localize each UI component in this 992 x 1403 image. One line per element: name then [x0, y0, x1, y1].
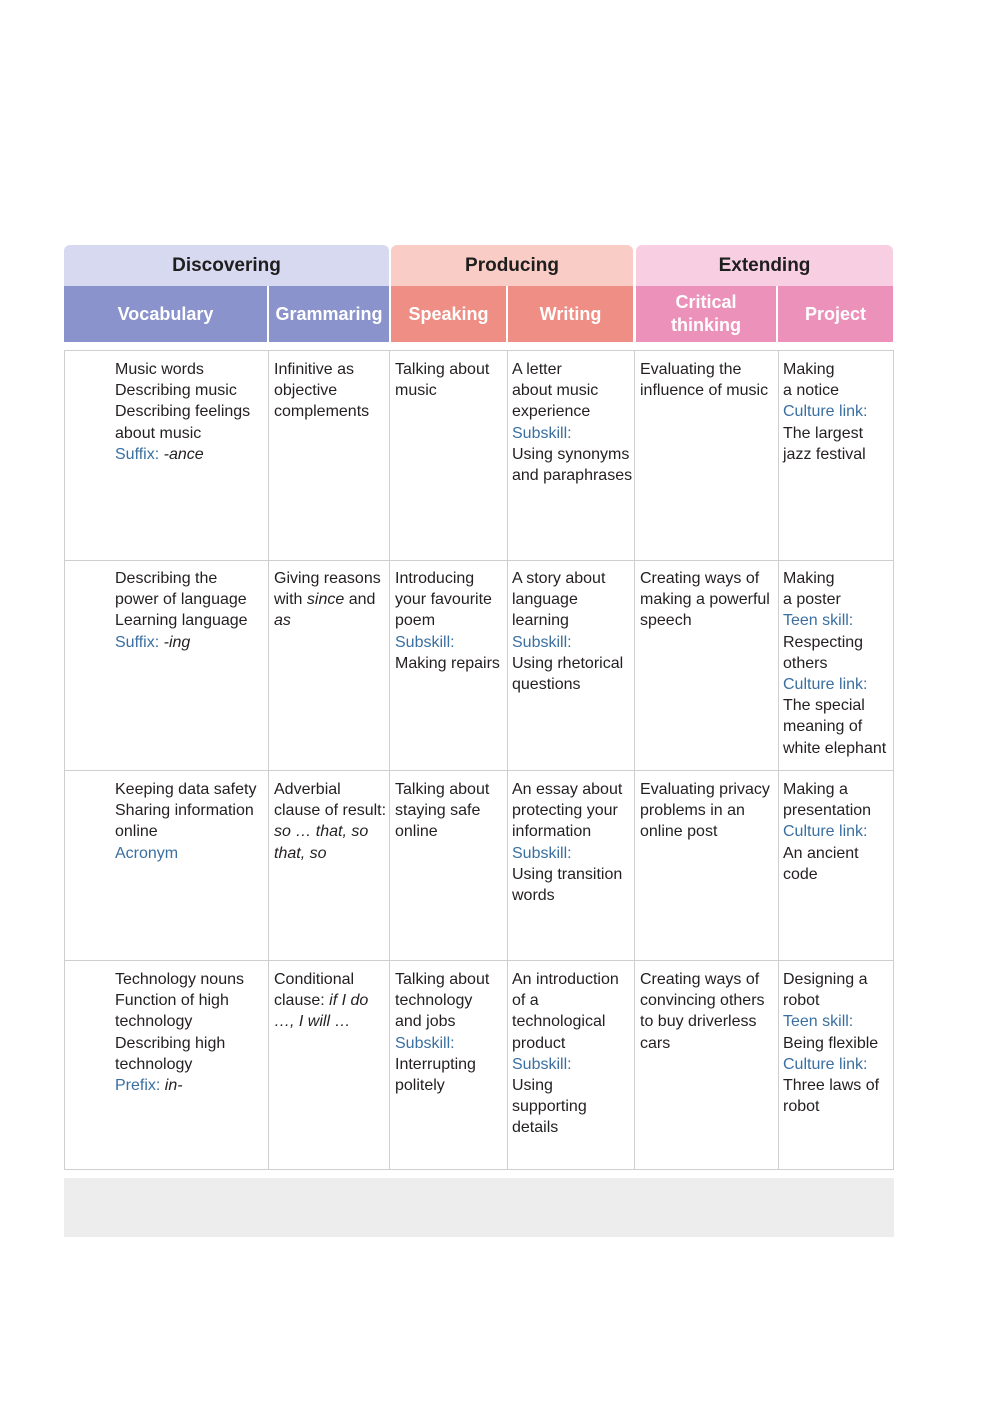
text-line: music: [395, 382, 437, 400]
text-line: Interrupting: [395, 1055, 476, 1073]
row1-speaking-cell: [395, 359, 506, 401]
text-line: Giving reasons: [274, 570, 381, 587]
text-line: Evaluating privacy: [640, 781, 770, 798]
text-line: Sharing information: [115, 802, 254, 820]
culture-link-label: Culture link:: [783, 823, 868, 841]
grid-line: [64, 350, 894, 351]
footer-band: [64, 1178, 894, 1237]
text-span: with: [274, 591, 307, 609]
subskill-label: Subskill:: [512, 1055, 572, 1073]
prefix-line: [115, 1075, 267, 1096]
text-line: meaning of: [783, 718, 863, 736]
text-line: so … that, so: [274, 823, 369, 841]
row4-speaking-cell: [395, 969, 506, 1096]
text-line: Technology nouns: [115, 971, 244, 988]
text-line: [274, 990, 388, 1011]
text-line: robot: [783, 1098, 820, 1116]
text-line: others: [783, 654, 828, 672]
text-line: Making: [783, 570, 835, 587]
text-line: Using transition: [512, 865, 623, 883]
text-line: protecting your: [512, 802, 618, 820]
text-line: Describing the: [115, 570, 218, 587]
text-line: Making a: [783, 781, 848, 798]
critical-line-1: Critical: [675, 292, 737, 312]
suffix-value: -ing: [159, 633, 191, 651]
text-line: Talking about: [395, 361, 490, 378]
text-line: that, so: [274, 844, 327, 862]
grid-line: [634, 350, 635, 1170]
text-line: Three laws of: [783, 1077, 880, 1095]
text-line: your favourite: [395, 591, 492, 609]
row4-critical-cell: [640, 969, 777, 1054]
grid-line: [507, 350, 508, 1170]
row2-grammaring-cell: [274, 568, 388, 632]
critical-line-2: thinking: [671, 315, 741, 335]
row2-writing-cell: [512, 568, 633, 695]
text-line: code: [783, 865, 818, 883]
subskill-label: Subskill:: [512, 633, 572, 651]
column-header-speaking: Speaking: [391, 286, 506, 342]
text-line: presentation: [783, 802, 872, 820]
grid-line: [778, 350, 779, 1170]
text-line: Respecting: [783, 633, 864, 651]
text-line: Infinitive as: [274, 361, 355, 378]
grid-line: [268, 350, 269, 1170]
text-line: technology: [115, 1055, 193, 1073]
text-line: learning: [512, 612, 569, 630]
culture-link-label: Culture link:: [783, 676, 868, 694]
suffix-label: Suffix:: [115, 445, 160, 463]
column-header-grammaring: Grammaring: [269, 286, 389, 342]
teen-skill-label: Teen skill:: [783, 1013, 854, 1031]
subskill-label: Subskill:: [512, 844, 572, 862]
text-line: Learning language: [115, 612, 248, 630]
suffix-line: [115, 632, 267, 653]
text-line: An ancient: [783, 844, 859, 862]
grid-line: [64, 560, 894, 561]
text-span: if I do: [329, 992, 369, 1010]
row3-critical-cell: [640, 779, 777, 843]
row4-grammaring-cell: [274, 969, 388, 1033]
text-line: words: [512, 887, 555, 905]
culture-link-label: Culture link:: [783, 403, 868, 421]
text-line: convincing others: [640, 992, 765, 1010]
text-line: Being flexible: [783, 1034, 879, 1052]
row1-project-cell: [783, 359, 893, 465]
text-line: Using: [512, 1077, 553, 1095]
text-line: about music: [115, 424, 202, 442]
text-line: An essay about: [512, 781, 623, 798]
text-line: Evaluating the: [640, 361, 742, 378]
text-line: questions: [512, 676, 581, 694]
text-line: clause of result:: [274, 802, 387, 820]
acronym-label: Acronym: [115, 844, 179, 862]
suffix-value: -ance: [159, 445, 204, 463]
text-line: jazz festival: [783, 445, 866, 463]
text-line: staying safe: [395, 802, 481, 820]
row2-speaking-cell: [395, 568, 506, 674]
text-line: technology: [395, 992, 473, 1010]
text-line: making a powerful: [640, 591, 770, 609]
text-line: to buy driverless: [640, 1013, 757, 1031]
text-line: Adverbial: [274, 781, 341, 798]
text-line: A letter: [512, 361, 562, 378]
text-span: clause:: [274, 992, 330, 1010]
grid-line: [893, 350, 894, 1170]
text-line: a poster: [783, 591, 841, 609]
text-line: complements: [274, 403, 370, 421]
text-line: white elephant: [783, 739, 887, 757]
text-line: Keeping data safety: [115, 781, 257, 798]
row4-project-cell: [783, 969, 893, 1117]
text-line: Making repairs: [395, 654, 500, 672]
text-line: Using synonyms: [512, 445, 630, 463]
text-line: The largest: [783, 424, 864, 442]
text-line: information: [512, 823, 592, 841]
grid-line: [64, 350, 65, 1170]
text-line: and paraphrases: [512, 467, 633, 485]
text-line: Describing feelings: [115, 403, 251, 421]
grid-line: [64, 1169, 894, 1170]
row2-vocabulary-cell: [115, 568, 267, 653]
grid-line: [64, 770, 894, 771]
row3-project-cell: [783, 779, 893, 885]
text-line: influence of music: [640, 382, 769, 400]
text-line: technological: [512, 1013, 606, 1031]
text-line: Describing high: [115, 1034, 226, 1052]
text-line: Talking about: [395, 781, 490, 798]
row2-project-cell: [783, 568, 893, 759]
subskill-label: Subskill:: [395, 633, 455, 651]
text-line: politely: [395, 1077, 445, 1095]
text-line: of a: [512, 992, 539, 1010]
text-line: The special: [783, 697, 865, 715]
culture-link-label: Culture link:: [783, 1055, 868, 1073]
text-line: about music: [512, 382, 599, 400]
text-line: power of language: [115, 591, 247, 609]
text-line: online: [115, 823, 158, 841]
row1-grammaring-cell: [274, 359, 388, 423]
group-header-producing: Producing: [391, 245, 633, 286]
column-header-project: Project: [778, 286, 893, 342]
text-line: objective: [274, 382, 338, 400]
row4-writing-cell: [512, 969, 633, 1139]
text-line: product: [512, 1034, 566, 1052]
row1-writing-cell: [512, 359, 633, 486]
row2-critical-cell: [640, 568, 777, 632]
text-line: Conditional: [274, 971, 355, 988]
text-line: poem: [395, 612, 436, 630]
text-span: since: [306, 591, 345, 609]
prefix-value: in-: [160, 1077, 183, 1095]
grid-line: [389, 350, 390, 1170]
text-span: and: [344, 591, 376, 609]
text-line: …, I will …: [274, 1013, 351, 1031]
text-line: Talking about: [395, 971, 490, 988]
text-line: details: [512, 1119, 559, 1137]
column-header-vocabulary: Vocabulary: [64, 286, 267, 342]
prefix-label: Prefix:: [115, 1077, 161, 1095]
text-line: and jobs: [395, 1013, 456, 1031]
text-line: problems in an: [640, 802, 745, 820]
text-line: Designing a: [783, 971, 868, 988]
text-line: An introduction: [512, 971, 619, 988]
text-line: [274, 589, 388, 610]
group-header-discovering: Discovering: [64, 245, 389, 286]
suffix-line: [115, 444, 267, 465]
teen-skill-label: Teen skill:: [783, 612, 854, 630]
row1-vocabulary-cell: [115, 359, 267, 465]
subskill-label: Subskill:: [512, 424, 572, 442]
column-header-writing: Writing: [508, 286, 633, 342]
text-line: Creating ways of: [640, 971, 760, 988]
text-line: a notice: [783, 382, 840, 400]
row3-speaking-cell: [395, 779, 506, 843]
text-line: Describing music: [115, 382, 237, 400]
row3-grammaring-cell: [274, 779, 388, 864]
suffix-label: Suffix:: [115, 633, 160, 651]
text-line: A story about: [512, 570, 606, 587]
group-header-extending: Extending: [636, 245, 893, 286]
row3-vocabulary-cell: [115, 779, 267, 864]
text-line: speech: [640, 612, 692, 630]
text-line: language: [512, 591, 578, 609]
text-line: online: [395, 823, 438, 841]
text-line: Using rhetorical: [512, 654, 624, 672]
row4-vocabulary-cell: [115, 969, 267, 1096]
text-line: supporting: [512, 1098, 587, 1116]
grid-line: [64, 960, 894, 961]
subskill-label: Subskill:: [395, 1034, 455, 1052]
text-line: Creating ways of: [640, 570, 760, 587]
row1-critical-cell: [640, 359, 777, 401]
text-line: Function of high: [115, 992, 229, 1010]
text-line: as: [274, 612, 291, 630]
text-line: Making: [783, 361, 835, 378]
text-line: online post: [640, 823, 718, 841]
text-line: technology: [115, 1013, 193, 1031]
text-line: Introducing: [395, 570, 475, 587]
text-line: cars: [640, 1034, 671, 1052]
text-line: robot: [783, 992, 820, 1010]
row3-writing-cell: [512, 779, 633, 906]
text-line: experience: [512, 403, 591, 421]
text-line: Music words: [115, 361, 204, 378]
column-header-critical-thinking: [636, 286, 776, 342]
